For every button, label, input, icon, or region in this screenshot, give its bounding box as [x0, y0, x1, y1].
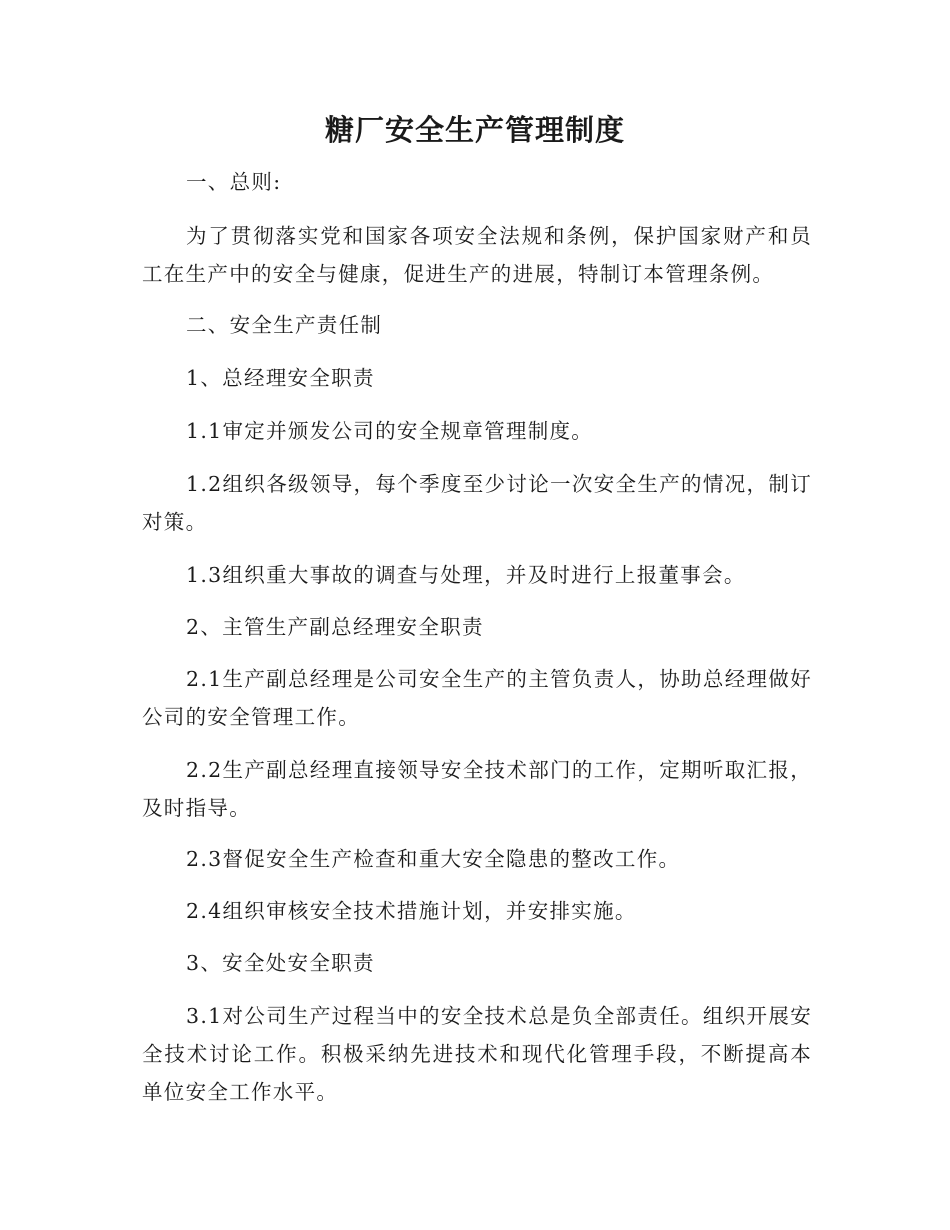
clause-1-2: 1.2组织各级领导，每个季度至少讨论一次安全生产的情况，制订对策。 — [142, 472, 812, 534]
subheading-safety-dept-duties: 3、安全处安全职责 — [186, 951, 375, 975]
document-title: 糖厂安全生产管理制度 — [324, 113, 625, 147]
clause-2-3: 2.3督促安全生产检查和重大安全隐患的整改工作。 — [186, 847, 681, 871]
subheading-deputy-gm-duties: 2、主管生产副总经理安全职责 — [186, 615, 484, 639]
clause-1-3: 1.3组织重大事故的调查与处理，并及时进行上报董事会。 — [186, 563, 746, 587]
clause-2-2: 2.2生产副总经理直接领导安全技术部门的工作，定期听取汇报，及时指导。 — [142, 758, 812, 820]
section-heading-general: 一、总则: — [186, 170, 282, 194]
paragraph-purpose: 为了贯彻落实党和国家各项安全法规和条例，保护国家财产和员工在生产中的安全与健康，促进生产的进展，特制订本管理条例。 — [142, 224, 812, 286]
clause-2-4: 2.4组织审核安全技术措施计划，并安排实施。 — [186, 899, 637, 923]
subheading-gm-duties: 1、总经理安全职责 — [186, 366, 375, 390]
clause-1-1: 1.1审定并颁发公司的安全规章管理制度。 — [186, 419, 594, 443]
clause-3-1: 3.1对公司生产过程当中的安全技术总是负全部责任。组织开展安全技术讨论工作。积极采纳先进技术和现代化管理手段，不断提高本单位安全工作水平。 — [142, 1004, 812, 1104]
clause-2-1: 2.1生产副总经理是公司安全生产的主管负责人，协助总经理做好公司的安全管理工作。 — [142, 667, 812, 729]
section-heading-responsibility: 二、安全生产责任制 — [186, 313, 383, 337]
